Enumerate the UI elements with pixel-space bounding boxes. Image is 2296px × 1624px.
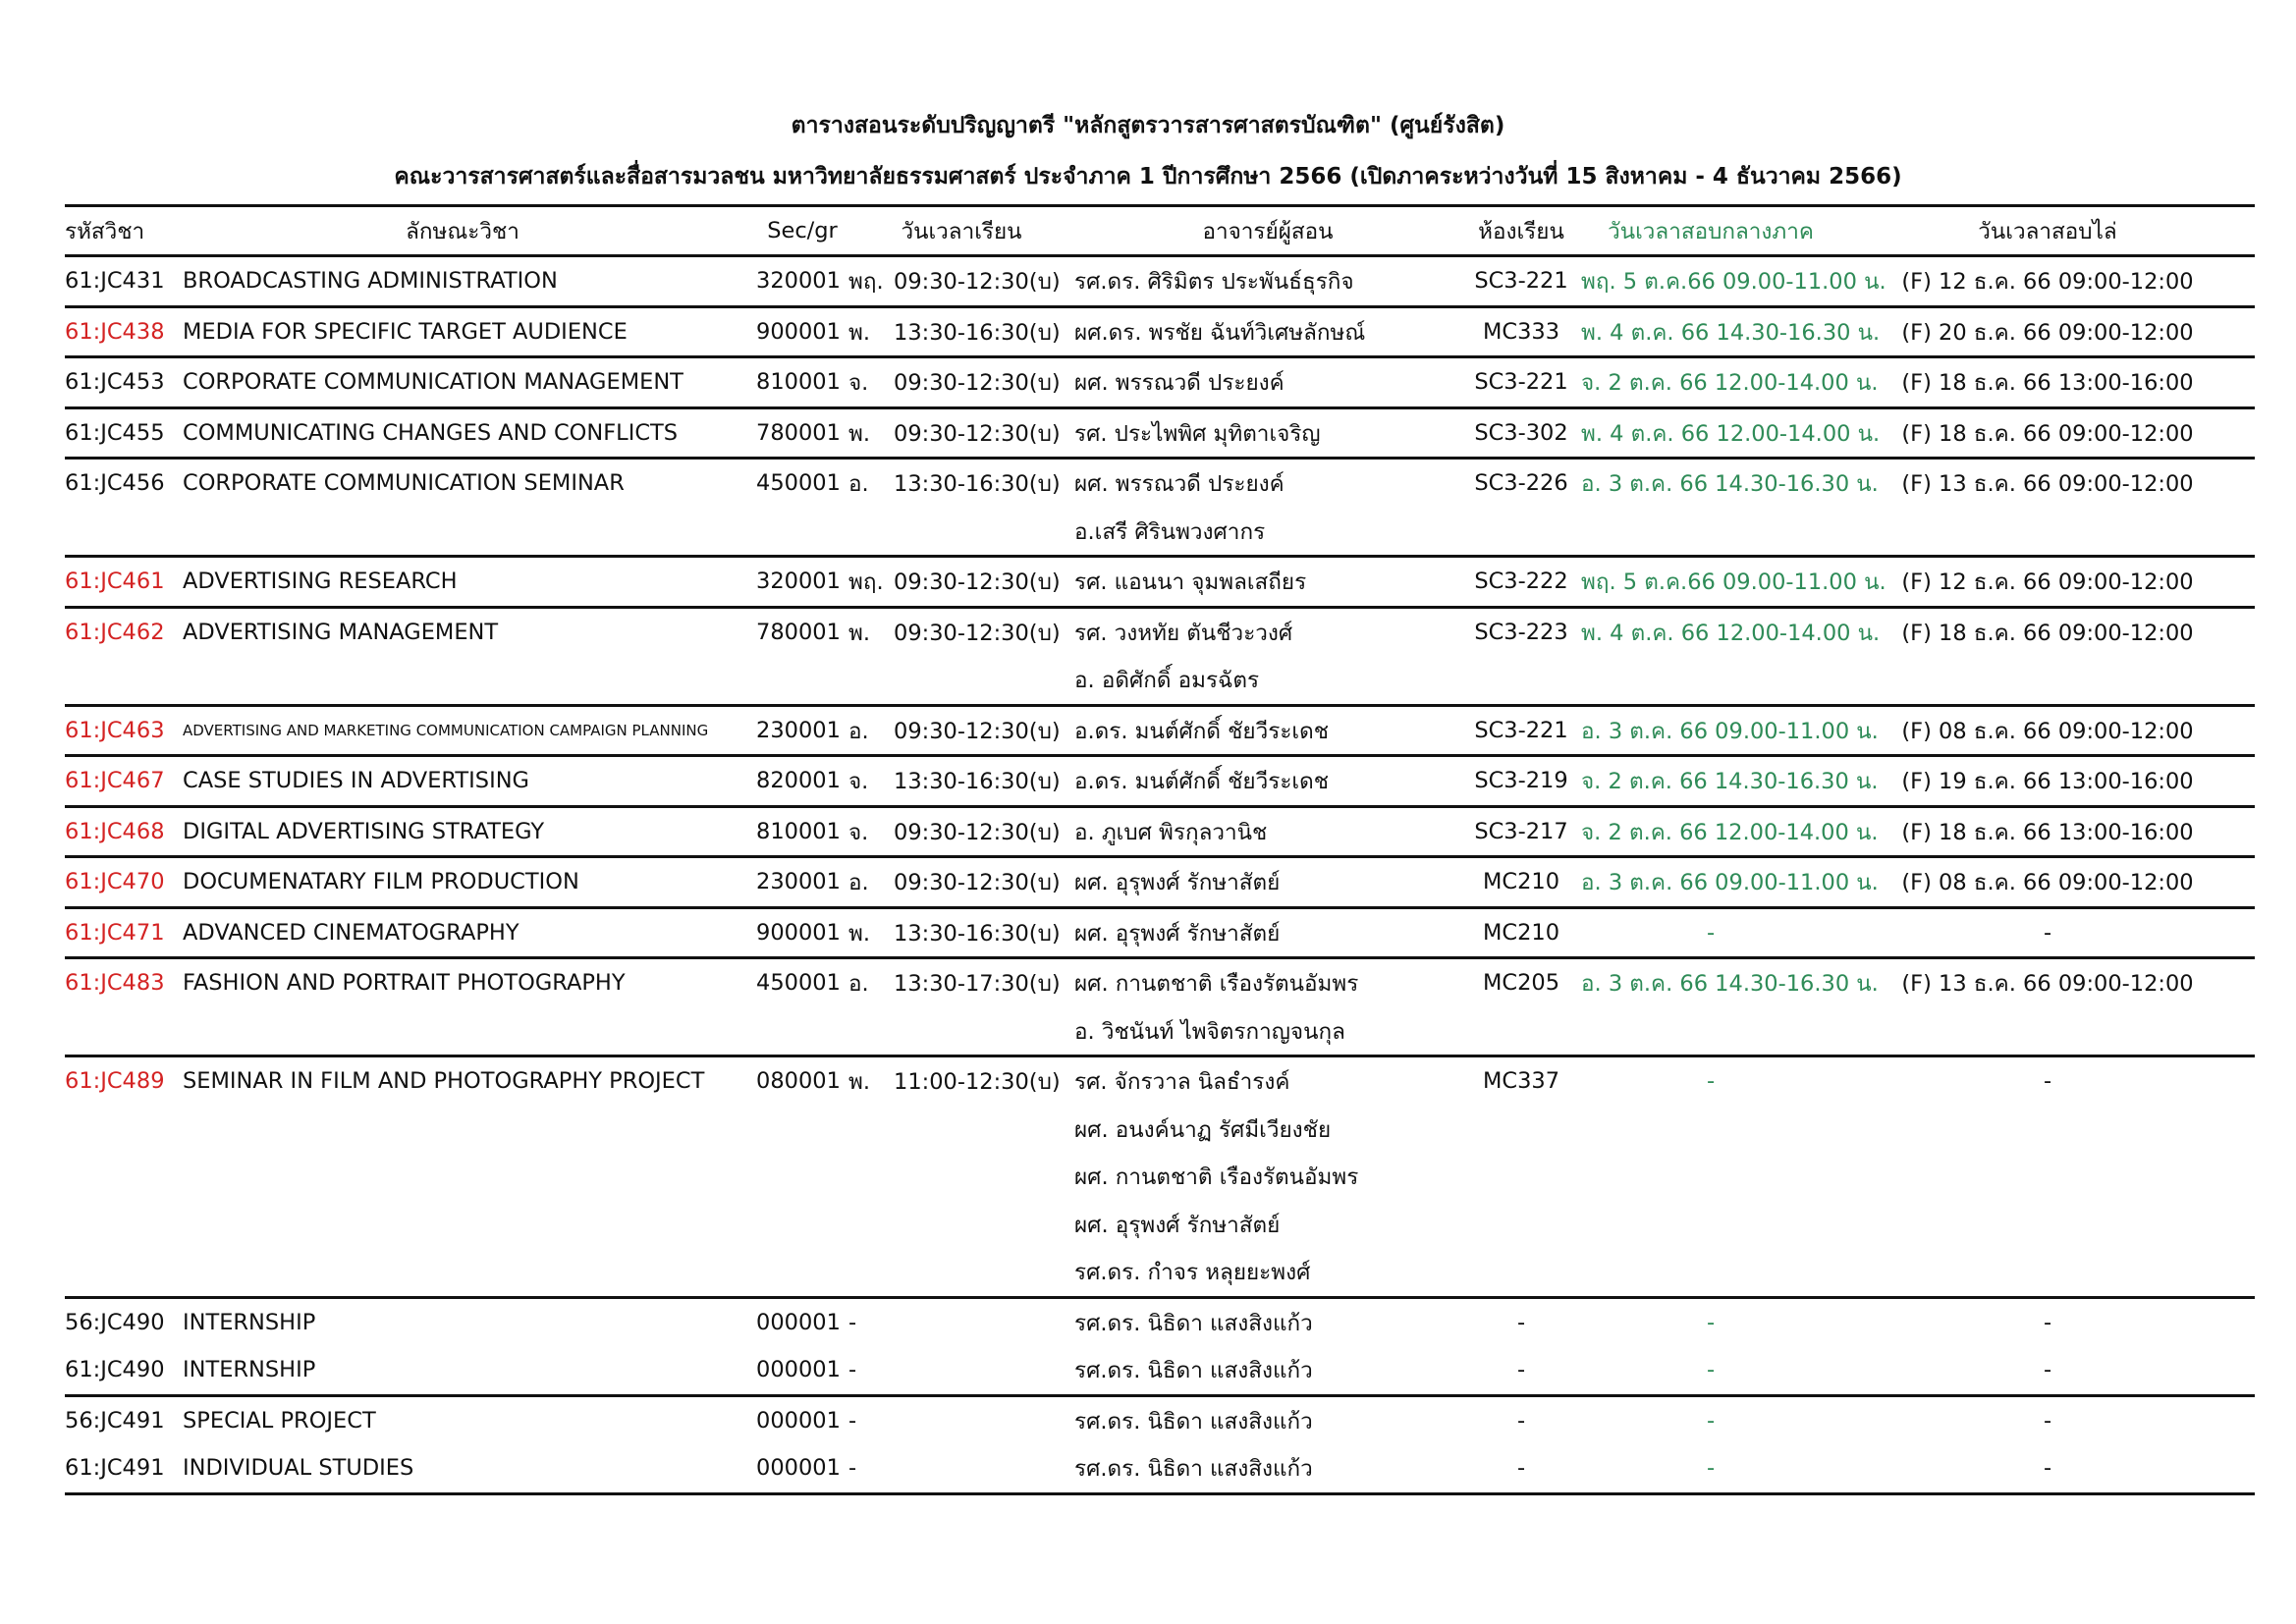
- course-name: CORPORATE COMMUNICATION MANAGEMENT: [169, 357, 756, 408]
- header-sec: Sec/gr: [756, 206, 848, 256]
- header-time: วันเวลาเรียน: [848, 206, 1074, 256]
- midterm-exam: [1581, 1106, 1840, 1154]
- course-code: 61:JC490: [65, 1357, 165, 1383]
- course-name: ADVERTISING MANAGEMENT: [169, 607, 756, 656]
- table-row: [65, 958, 2255, 1007]
- instructor: ผศ. อุรุพงศ์ รักษาสัตย์: [1074, 857, 1461, 908]
- table-row: [65, 1007, 2255, 1056]
- instructor: อ. ภูเบศ พิรกุลวานิช: [1074, 806, 1461, 857]
- final-exam: (F) 20 ธ.ค. 66 09:00-12:00: [1840, 306, 2255, 357]
- final-exam: (F) 12 ธ.ค. 66 09:00-12:00: [1840, 557, 2255, 608]
- instructor: รศ. ประไพพิศ มุทิตาเจริญ: [1074, 407, 1461, 459]
- class-time: [848, 857, 1074, 908]
- instructor: รศ. วงหทัย ตันชีวะวงศ์: [1074, 607, 1461, 656]
- instructor: อ.ดร. มนต์ศักดิ์ ชัยวีระเดช: [1074, 756, 1461, 807]
- room: MC210: [1461, 907, 1581, 958]
- final-exam: (F) 18 ธ.ค. 66 13:00-16:00: [1840, 357, 2255, 408]
- class-hours: 09:30-12:30(บ): [894, 620, 1061, 646]
- class-hours: 09:30-12:30(บ): [894, 569, 1061, 596]
- table-row: [65, 756, 2255, 807]
- class-day: พ.: [848, 920, 870, 947]
- instructor: รศ.ดร. กำจร หลุยยะพงศ์: [1074, 1260, 1311, 1286]
- table-header-row: [65, 206, 2255, 256]
- section: 000001: [756, 1395, 848, 1444]
- final-exam: [1840, 1007, 2255, 1056]
- final-exam: (F) 18 ธ.ค. 66 13:00-16:00: [1840, 806, 2255, 857]
- section: [756, 1201, 848, 1249]
- room: SC3-222: [1461, 557, 1581, 608]
- instructor: รศ.ดร. ศิริมิตร ประพันธ์ธุรกิจ: [1074, 256, 1461, 307]
- class-time: [848, 1297, 1074, 1346]
- course-code: 61:JC471: [65, 907, 169, 958]
- class-time: [848, 256, 1074, 307]
- header-instructor: อาจารย์ผู้สอน: [1074, 206, 1461, 256]
- section: 080001: [756, 1056, 848, 1106]
- course-name: INTERNSHIP: [169, 1297, 756, 1346]
- midterm-exam: พ. 4 ต.ค. 66 12.00-14.00 น.: [1581, 407, 1840, 459]
- midterm-exam: อ. 3 ต.ค. 66 09.00-11.00 น.: [1581, 705, 1840, 756]
- final-exam: -: [2043, 1357, 2052, 1383]
- room: SC3-221: [1461, 357, 1581, 408]
- final-exam: -: [1840, 1297, 2255, 1346]
- instructor: ผศ. พรรณวดี ประยงค์: [1074, 357, 1461, 408]
- course-name: INDIVIDUAL STUDIES: [169, 1444, 756, 1493]
- class-hours: 13:30-16:30(บ): [894, 769, 1061, 795]
- course-name: [169, 1248, 756, 1297]
- course-code: 61:JC463: [65, 705, 169, 756]
- course-code: 61:JC453: [65, 357, 169, 408]
- section: 000001: [756, 1297, 848, 1346]
- section: 450001: [756, 958, 848, 1007]
- midterm-exam: -: [1581, 1297, 1840, 1346]
- page-subtitle: คณะวารสารศาสตร์และสื่อสารมวลชน มหาวิทยาลัยธรรมศาสตร์ ประจำภาค 1 ปีการศึกษา 2566 (เปิดภาคระหว่างวันที่ 15 สิงหาคม - 4 ธันวาคม 2566): [394, 164, 1902, 189]
- class-time: [848, 407, 1074, 459]
- course-code: 61:JC483: [65, 958, 169, 1007]
- course-code: [65, 1007, 169, 1056]
- class-time: [848, 907, 1074, 958]
- class-time: [848, 1056, 1074, 1106]
- header-midterm: วันเวลาสอบกลางภาค: [1581, 206, 1840, 256]
- instructor: ผศ.ดร. พรชัย ฉันท์วิเศษลักษณ์: [1074, 306, 1461, 357]
- class-day: พฤ.: [848, 569, 884, 596]
- class-day: จ.: [848, 769, 869, 795]
- class-day: จ.: [848, 819, 869, 845]
- course-code: 61:JC467: [65, 756, 169, 807]
- final-exam: (F) 08 ธ.ค. 66 09:00-12:00: [1840, 705, 2255, 756]
- midterm-exam: จ. 2 ต.ค. 66 12.00-14.00 น.: [1581, 357, 1840, 408]
- section: [756, 508, 848, 557]
- class-hours: 09:30-12:30(บ): [894, 819, 1061, 845]
- table-row: [65, 806, 2255, 857]
- table-row: [65, 306, 2255, 357]
- room: [1461, 1201, 1581, 1249]
- table-row: [65, 1444, 2255, 1493]
- table-row: [65, 1395, 2255, 1444]
- course-name: [169, 1153, 756, 1201]
- class-time: [848, 607, 1074, 656]
- final-exam: (F) 18 ธ.ค. 66 09:00-12:00: [1840, 607, 2255, 656]
- course-code: 61:JC438: [65, 306, 169, 357]
- midterm-exam: พ. 4 ต.ค. 66 14.30-16.30 น.: [1581, 306, 1840, 357]
- class-time: [848, 958, 1074, 1007]
- table-row: [65, 459, 2255, 508]
- room: [1461, 656, 1581, 705]
- class-hours: 13:30-16:30(บ): [894, 319, 1061, 346]
- midterm-exam: -: [1581, 1444, 1840, 1493]
- instructor: อ. อดิศักดิ์ อมรฉัตร: [1074, 668, 1260, 694]
- class-day: พ.: [848, 420, 870, 447]
- section: 230001: [756, 705, 848, 756]
- course-name: [169, 1007, 756, 1056]
- course-name: CORPORATE COMMUNICATION SEMINAR: [169, 459, 756, 508]
- class-day: พ.: [848, 319, 870, 346]
- instructor: อ. วิชนันท์ ไพจิตรกาญจนกุล: [1074, 1018, 1345, 1045]
- room: MC337: [1461, 1056, 1581, 1106]
- table-row: [65, 1201, 2255, 1249]
- section: 900001: [756, 306, 848, 357]
- final-exam: -: [1840, 1444, 2255, 1493]
- room: MC205: [1461, 958, 1581, 1007]
- final-exam: (F) 13 ธ.ค. 66 09:00-12:00: [1840, 958, 2255, 1007]
- instructor: รศ.ดร. นิธิดา แสงสิงแก้ว: [1074, 1395, 1461, 1444]
- midterm-exam: -: [1706, 1357, 1716, 1383]
- class-day: -: [848, 1407, 857, 1434]
- instructor: ผศ. อุรุพงศ์ รักษาสัตย์: [1074, 907, 1461, 958]
- class-time: [848, 557, 1074, 608]
- midterm-exam: [1581, 1153, 1840, 1201]
- course-code: 61:JC431: [65, 256, 169, 307]
- midterm-exam: จ. 2 ต.ค. 66 14.30-16.30 น.: [1581, 756, 1840, 807]
- course-code: 61:JC455: [65, 407, 169, 459]
- class-hours: 13:30-16:30(บ): [894, 920, 1061, 947]
- course-name: DIGITAL ADVERTISING STRATEGY: [169, 806, 756, 857]
- course-code: 61:JC468: [65, 806, 169, 857]
- instructor: รศ. จักรวาล นิลธำรงค์: [1074, 1056, 1461, 1106]
- course-code: 61:JC491: [65, 1444, 169, 1493]
- table-row: [65, 1056, 2255, 1106]
- table-row: [65, 857, 2255, 908]
- class-time: [848, 806, 1074, 857]
- instructor: อ.เสรี ศิรินพวงศากร: [1074, 518, 1266, 545]
- table-row: [65, 557, 2255, 608]
- midterm-exam: [1581, 656, 1840, 705]
- class-hours: 09:30-12:30(บ): [894, 269, 1061, 296]
- room: [1461, 1007, 1581, 1056]
- class-day: -: [848, 1455, 857, 1482]
- class-time: [848, 705, 1074, 756]
- midterm-exam: -: [1581, 1056, 1840, 1106]
- section: 820001: [756, 756, 848, 807]
- room: SC3-219: [1461, 756, 1581, 807]
- class-time: [848, 306, 1074, 357]
- class-time: [848, 656, 1074, 705]
- class-hours: 13:30-16:30(บ): [894, 471, 1061, 498]
- midterm-exam: [1581, 1248, 1840, 1297]
- header-final: วันเวลาสอบไล่: [1840, 206, 2255, 256]
- course-name: FASHION AND PORTRAIT PHOTOGRAPHY: [169, 958, 756, 1007]
- course-name: ADVANCED CINEMATOGRAPHY: [169, 907, 756, 958]
- course-code: [65, 508, 169, 557]
- course-code: [65, 1248, 169, 1297]
- instructor: ผศ. อนงค์นาฏ รัศมีเวียงชัย: [1074, 1116, 1332, 1143]
- course-code: [65, 1106, 169, 1154]
- class-time: [848, 1248, 1074, 1297]
- section: [756, 1248, 848, 1297]
- course-name: ADVERTISING AND MARKETING COMMUNICATION CAMPAIGN PLANNING: [169, 705, 756, 756]
- instructor: ผศ. อุรุพงศ์ รักษาสัตย์: [1074, 1212, 1281, 1238]
- class-day: พ.: [848, 620, 870, 646]
- midterm-exam: อ. 3 ต.ค. 66 14.30-16.30 น.: [1581, 958, 1840, 1007]
- final-exam: (F) 18 ธ.ค. 66 09:00-12:00: [1840, 407, 2255, 459]
- final-exam: -: [1840, 907, 2255, 958]
- room: SC3-221: [1461, 705, 1581, 756]
- midterm-exam: [1581, 1007, 1840, 1056]
- instructor: ผศ. พรรณวดี ประยงค์: [1074, 459, 1461, 508]
- course-code: 61:JC489: [65, 1056, 169, 1106]
- class-time: [848, 508, 1074, 557]
- table-row: [65, 1153, 2255, 1201]
- course-code: [65, 656, 169, 705]
- table-row: [65, 1106, 2255, 1154]
- room: MC333: [1461, 306, 1581, 357]
- final-exam: [1840, 1106, 2255, 1154]
- room: SC3-223: [1461, 607, 1581, 656]
- course-name: DOCUMENATARY FILM PRODUCTION: [169, 857, 756, 908]
- header-name: ลักษณะวิชา: [169, 206, 756, 256]
- table-row: [65, 508, 2255, 557]
- class-day: อ.: [848, 471, 869, 498]
- course-name: INTERNSHIP: [183, 1357, 316, 1383]
- course-name: COMMUNICATING CHANGES AND CONFLICTS: [169, 407, 756, 459]
- class-day: อ.: [848, 870, 869, 896]
- class-time: [848, 459, 1074, 508]
- page-title: ตารางสอนระดับปริญญาตรี "หลักสูตรวารสารศาสตรบัณฑิต" (ศูนย์รังสิต): [791, 113, 1505, 138]
- room: -: [1516, 1357, 1526, 1383]
- instructor: ผศ. กานตชาติ เรืองรัตนอัมพร: [1074, 958, 1461, 1007]
- class-time: [848, 1201, 1074, 1249]
- room: [1461, 1106, 1581, 1154]
- table-row: [65, 705, 2255, 756]
- course-name: SEMINAR IN FILM AND PHOTOGRAPHY PROJECT: [169, 1056, 756, 1106]
- section: 780001: [756, 607, 848, 656]
- midterm-exam: -: [1581, 1395, 1840, 1444]
- final-exam: (F) 13 ธ.ค. 66 09:00-12:00: [1840, 459, 2255, 508]
- room: SC3-226: [1461, 459, 1581, 508]
- room: SC3-221: [1461, 256, 1581, 307]
- course-code: 61:JC456: [65, 459, 169, 508]
- course-code: 56:JC490: [65, 1297, 169, 1346]
- class-hours: 13:30-17:30(บ): [894, 971, 1061, 998]
- table-row: [65, 407, 2255, 459]
- instructor: รศ.ดร. นิธิดา แสงสิงแก้ว: [1074, 1297, 1461, 1346]
- class-hours: 09:30-12:30(บ): [894, 870, 1061, 896]
- class-day: -: [848, 1309, 857, 1335]
- final-exam: [1840, 1153, 2255, 1201]
- final-exam: -: [1840, 1395, 2255, 1444]
- final-exam: [1840, 1248, 2255, 1297]
- final-exam: (F) 19 ธ.ค. 66 13:00-16:00: [1840, 756, 2255, 807]
- course-code: 61:JC470: [65, 857, 169, 908]
- course-name: SPECIAL PROJECT: [169, 1395, 756, 1444]
- instructor: รศ.ดร. นิธิดา แสงสิงแก้ว: [1074, 1444, 1461, 1493]
- section: [756, 656, 848, 705]
- section: 320001: [756, 557, 848, 608]
- instructor: ผศ. กานตชาติ เรืองรัตนอัมพร: [1074, 1164, 1359, 1191]
- room: MC210: [1461, 857, 1581, 908]
- midterm-exam: พ. 4 ต.ค. 66 12.00-14.00 น.: [1581, 607, 1840, 656]
- final-exam: [1840, 1201, 2255, 1249]
- course-name: CASE STUDIES IN ADVERTISING: [169, 756, 756, 807]
- section: [756, 1106, 848, 1154]
- final-exam: [1840, 656, 2255, 705]
- midterm-exam: จ. 2 ต.ค. 66 12.00-14.00 น.: [1581, 806, 1840, 857]
- midterm-exam: -: [1581, 907, 1840, 958]
- class-time: [848, 1444, 1074, 1493]
- class-day: พ.: [848, 1069, 870, 1096]
- midterm-exam: อ. 3 ต.ค. 66 09.00-11.00 น.: [1581, 857, 1840, 908]
- course-code: 61:JC461: [65, 557, 169, 608]
- class-hours: 09:30-12:30(บ): [894, 420, 1061, 447]
- class-day: อ.: [848, 971, 869, 998]
- class-time: [848, 1106, 1074, 1154]
- course-code: 61:JC462: [65, 607, 169, 656]
- table-row: [65, 256, 2255, 307]
- table-row: [65, 1248, 2255, 1297]
- table-row: [65, 1346, 2255, 1395]
- final-exam: (F) 08 ธ.ค. 66 09:00-12:00: [1840, 857, 2255, 908]
- final-exam: -: [1840, 1056, 2255, 1106]
- room: SC3-302: [1461, 407, 1581, 459]
- header-room: ห้องเรียน: [1461, 206, 1581, 256]
- section: 900001: [756, 907, 848, 958]
- room: [1461, 1248, 1581, 1297]
- section: 810001: [756, 806, 848, 857]
- final-exam: (F) 12 ธ.ค. 66 09:00-12:00: [1840, 256, 2255, 307]
- section: [756, 1153, 848, 1201]
- class-hours: 09:30-12:30(บ): [894, 370, 1061, 397]
- table-row: [65, 656, 2255, 705]
- class-time: [848, 1395, 1074, 1444]
- room: [1461, 1153, 1581, 1201]
- room: [1461, 508, 1581, 557]
- section: 230001: [756, 857, 848, 908]
- midterm-exam: [1581, 1201, 1840, 1249]
- schedule-table: [65, 204, 2255, 1495]
- class-time: [848, 357, 1074, 408]
- course-code: 56:JC491: [65, 1395, 169, 1444]
- class-day: -: [848, 1357, 857, 1383]
- class-hours: 11:00-12:30(บ): [894, 1069, 1061, 1096]
- header-code: รหัสวิชา: [65, 206, 169, 256]
- course-name: [169, 508, 756, 557]
- class-day: พฤ.: [848, 269, 884, 296]
- room: -: [1461, 1297, 1581, 1346]
- section: [756, 1007, 848, 1056]
- section: 000001: [756, 1444, 848, 1493]
- room: SC3-217: [1461, 806, 1581, 857]
- midterm-exam: อ. 3 ต.ค. 66 14.30-16.30 น.: [1581, 459, 1840, 508]
- table-row: [65, 1297, 2255, 1346]
- section: 780001: [756, 407, 848, 459]
- midterm-exam: พฤ. 5 ต.ค.66 09.00-11.00 น.: [1581, 557, 1840, 608]
- final-exam: [1840, 508, 2255, 557]
- room: -: [1461, 1395, 1581, 1444]
- section: 450001: [756, 459, 848, 508]
- midterm-exam: พฤ. 5 ต.ค.66 09.00-11.00 น.: [1581, 256, 1840, 307]
- instructor: รศ.ดร. นิธิดา แสงสิงแก้ว: [1074, 1358, 1313, 1384]
- class-time: [848, 756, 1074, 807]
- instructor: อ.ดร. มนต์ศักดิ์ ชัยวีระเดช: [1074, 705, 1461, 756]
- class-day: จ.: [848, 370, 869, 397]
- course-code: [65, 1153, 169, 1201]
- table-row: [65, 357, 2255, 408]
- room: -: [1461, 1444, 1581, 1493]
- section: 320001: [756, 256, 848, 307]
- course-name: [169, 656, 756, 705]
- course-name: MEDIA FOR SPECIFIC TARGET AUDIENCE: [169, 306, 756, 357]
- class-time: [848, 1153, 1074, 1201]
- course-name: [169, 1106, 756, 1154]
- course-name: BROADCASTING ADMINISTRATION: [169, 256, 756, 307]
- course-name: [169, 1201, 756, 1249]
- course-code: [65, 1201, 169, 1249]
- midterm-exam: [1581, 508, 1840, 557]
- class-day: อ.: [848, 718, 869, 744]
- class-time: [848, 1007, 1074, 1056]
- table-row: [65, 607, 2255, 656]
- class-time: [848, 1346, 1074, 1395]
- section: 810001: [756, 357, 848, 408]
- instructor: รศ. แอนนา จุมพลเสถียร: [1074, 557, 1461, 608]
- table-row: [65, 907, 2255, 958]
- section: 000001: [756, 1357, 841, 1383]
- course-name: ADVERTISING RESEARCH: [169, 557, 756, 608]
- class-hours: 09:30-12:30(บ): [894, 718, 1061, 744]
